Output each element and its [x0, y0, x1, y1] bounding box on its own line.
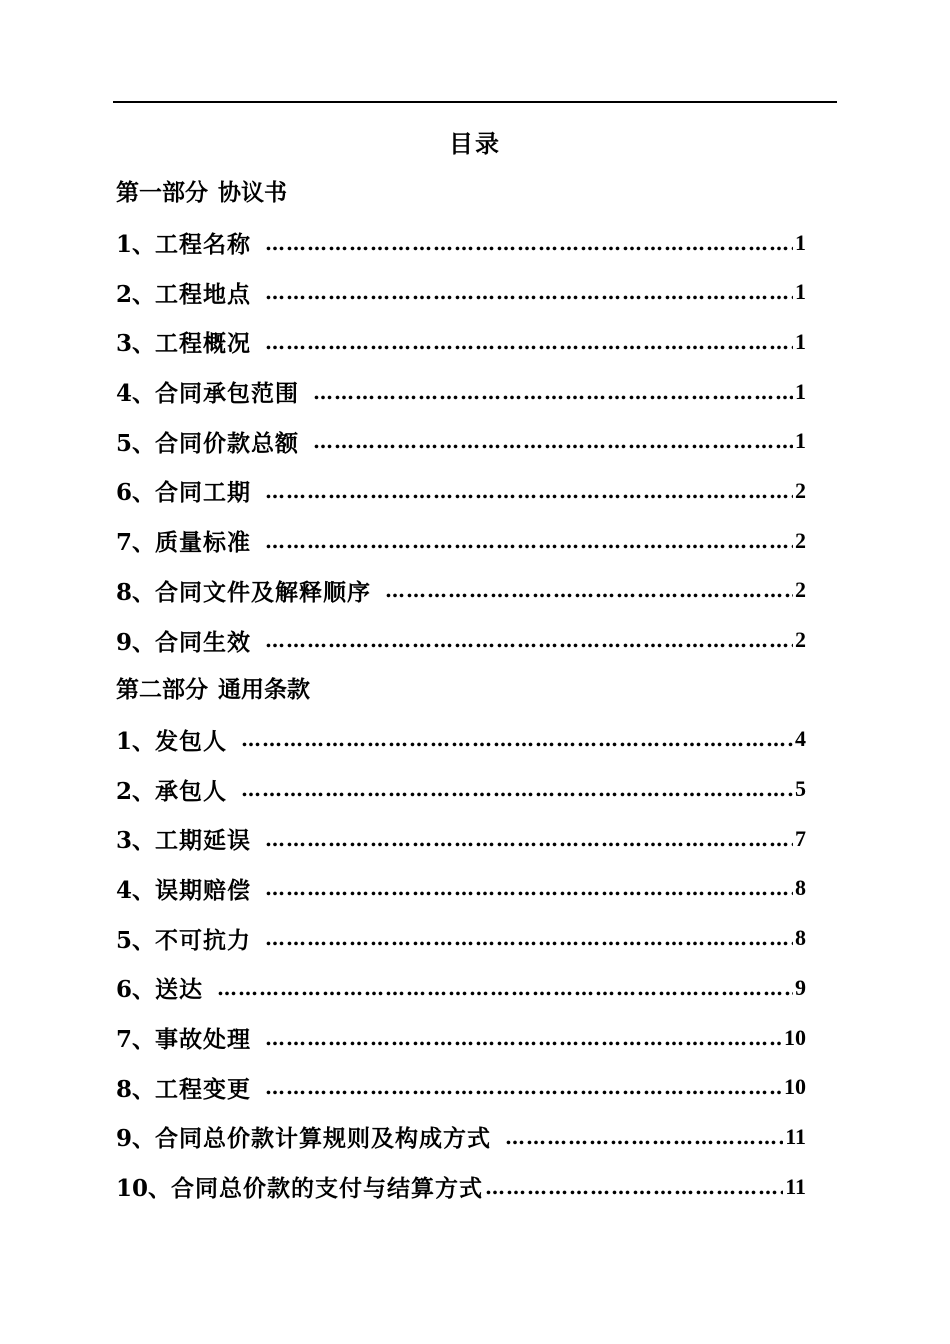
entry-label: 质量标准 — [155, 529, 252, 557]
entry-label: 工期延误 — [155, 827, 252, 855]
entry-page: 2 — [795, 527, 806, 553]
entry-number: 7、 — [116, 1026, 156, 1054]
entry-page: 11 — [785, 1123, 806, 1149]
dot-leader — [241, 777, 793, 801]
dot-leader — [265, 628, 793, 652]
dot-leader — [385, 578, 793, 602]
entry-number: 3、 — [116, 827, 156, 855]
dot-leader — [265, 479, 793, 503]
dot-leader — [265, 1026, 782, 1050]
entry-number: 9、 — [116, 628, 156, 656]
entry-page: 1 — [795, 279, 806, 305]
entry-page: 8 — [795, 925, 806, 951]
entry-number: 6、 — [116, 976, 156, 1004]
dot-leader — [265, 529, 793, 553]
toc-entry[interactable] — [116, 218, 806, 268]
entry-label: 合同工期 — [155, 479, 252, 507]
toc-entry[interactable] — [116, 1162, 806, 1212]
toc-entry[interactable] — [116, 1112, 806, 1162]
toc-entry[interactable] — [116, 416, 806, 466]
toc-entry[interactable] — [116, 814, 806, 864]
part-prefix: 第一部分 — [116, 179, 208, 206]
dot-leader — [505, 1125, 783, 1149]
entry-page: 7 — [795, 825, 806, 851]
entry-page: 2 — [795, 477, 806, 503]
toc-entry[interactable] — [116, 615, 806, 665]
entry-page: 1 — [795, 378, 806, 404]
entry-number: 8、 — [116, 1075, 156, 1103]
entry-number: 9、 — [116, 1125, 156, 1153]
entry-label: 合同总价款的支付与结算方式 — [171, 1175, 484, 1203]
entry-label: 工程变更 — [155, 1075, 252, 1103]
entry-page: 10 — [784, 1074, 806, 1100]
dot-leader — [485, 1175, 783, 1199]
entry-number: 5、 — [116, 926, 156, 954]
entry-page: 11 — [785, 1173, 806, 1199]
entry-page: 2 — [795, 627, 806, 653]
toc-entry[interactable] — [116, 963, 806, 1013]
toc-entry[interactable] — [116, 1013, 806, 1063]
dot-leader — [313, 380, 793, 404]
part-name: 通用条款 — [218, 675, 310, 703]
entry-page: 10 — [784, 1024, 806, 1050]
entry-page: 1 — [795, 328, 806, 354]
entry-label: 事故处理 — [155, 1026, 252, 1054]
entry-number: 5、 — [116, 429, 156, 457]
table-of-contents — [116, 168, 806, 1211]
entry-label: 合同承包范围 — [155, 380, 300, 408]
part-name: 协议书 — [218, 179, 287, 206]
toc-entry[interactable] — [116, 864, 806, 914]
entry-label: 工程地点 — [155, 280, 252, 308]
toc-entry[interactable] — [116, 317, 806, 367]
entry-label: 发包人 — [155, 727, 228, 755]
entry-label: 承包人 — [155, 777, 228, 805]
entry-label: 误期赔偿 — [155, 876, 252, 904]
dot-leader — [241, 727, 793, 751]
dot-leader — [265, 231, 793, 255]
dot-leader — [313, 429, 793, 453]
toc-entry[interactable] — [116, 516, 806, 566]
entry-number: 1、 — [116, 231, 156, 259]
toc-entry[interactable] — [116, 1062, 806, 1112]
entry-page: 1 — [795, 428, 806, 454]
entry-number: 7、 — [116, 529, 156, 557]
toc-title: 目录 — [449, 129, 501, 158]
entry-number: 10、 — [116, 1175, 172, 1203]
entry-number: 8、 — [116, 578, 156, 606]
toc-entry[interactable] — [116, 913, 806, 963]
part-heading-2 — [116, 665, 806, 715]
part-prefix: 第二部分 — [116, 675, 208, 703]
toc-entry[interactable] — [116, 466, 806, 516]
dot-leader — [265, 1075, 782, 1099]
toc-entry[interactable] — [116, 267, 806, 317]
entry-number: 2、 — [116, 777, 156, 805]
dot-leader — [265, 827, 793, 851]
entry-label: 不可抗力 — [155, 926, 252, 954]
toc-entry[interactable] — [116, 715, 806, 765]
entry-label: 工程概况 — [155, 330, 252, 358]
dot-leader — [265, 280, 793, 304]
entry-page: 9 — [795, 974, 806, 1000]
entry-label: 合同生效 — [155, 628, 252, 656]
entry-label: 合同价款总额 — [155, 429, 300, 457]
entry-page: 1 — [795, 229, 806, 255]
entry-label: 工程名称 — [155, 231, 252, 259]
entry-page: 5 — [795, 776, 806, 802]
entry-page: 2 — [795, 577, 806, 603]
entry-number: 4、 — [116, 876, 156, 904]
entry-number: 2、 — [116, 280, 156, 308]
entry-page: 4 — [795, 726, 806, 752]
dot-leader — [217, 976, 793, 1000]
entry-label: 合同总价款计算规则及构成方式 — [155, 1125, 492, 1153]
toc-entry[interactable] — [116, 566, 806, 616]
toc-entry[interactable] — [116, 367, 806, 417]
entry-number: 3、 — [116, 330, 156, 358]
entry-label: 合同文件及解释顺序 — [155, 578, 372, 606]
dot-leader — [265, 330, 793, 354]
toc-entry[interactable] — [116, 764, 806, 814]
entry-number: 4、 — [116, 380, 156, 408]
entry-number: 6、 — [116, 479, 156, 507]
dot-leader — [265, 876, 793, 900]
entry-number: 1、 — [116, 727, 156, 755]
dot-leader — [265, 926, 793, 950]
entry-label: 送达 — [155, 976, 204, 1004]
part-heading-1 — [116, 168, 806, 218]
header-rule — [113, 101, 837, 103]
entry-page: 8 — [795, 875, 806, 901]
